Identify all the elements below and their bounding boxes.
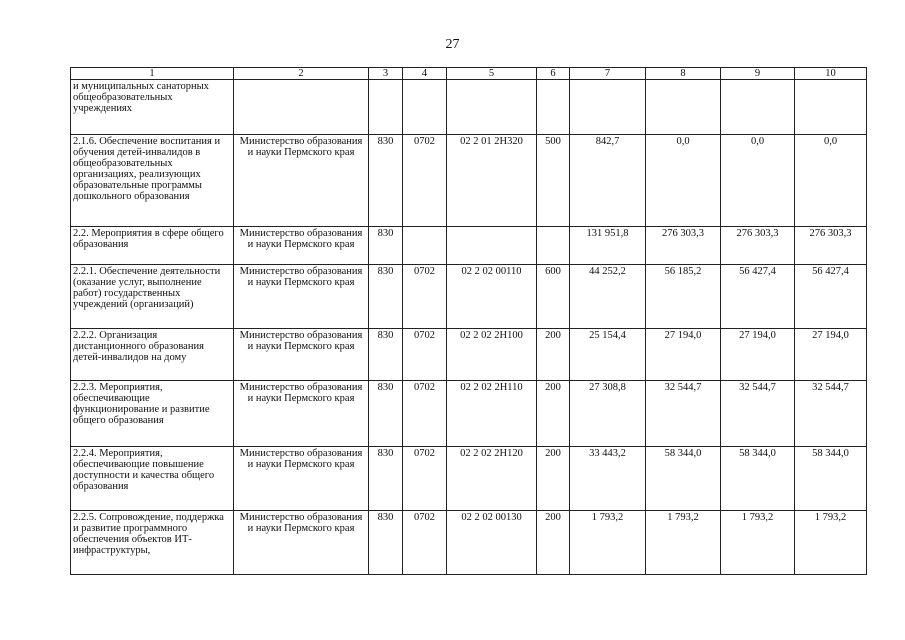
measure-name-cell: 2.2.5. Сопровождение, поддержка и развитие программного обеспечения объектов ИТ-инфраструктуры, xyxy=(71,511,234,575)
responsible-org-cell: Министерство образования и науки Пермского края xyxy=(234,265,369,329)
amount-col9-cell xyxy=(721,80,795,135)
responsible-org-cell: Министерство образования и науки Пермского края xyxy=(234,135,369,227)
column-header: 9 xyxy=(721,68,795,80)
table-row xyxy=(71,265,867,329)
column-header: 3 xyxy=(369,68,403,80)
amount-col8-cell: 0,0 xyxy=(646,135,721,227)
measure-name-cell: 2.2.2. Организация дистанционного образования детей-инвалидов на дому xyxy=(71,329,234,381)
ministry-code-cell: 830 xyxy=(369,447,403,511)
responsible-org-cell: Министерство образования и науки Пермского края xyxy=(234,329,369,381)
responsible-org-cell: Министерство образования и науки Пермского края xyxy=(234,511,369,575)
amount-col9-cell: 58 344,0 xyxy=(721,447,795,511)
column-header: 6 xyxy=(537,68,570,80)
amount-col10-cell: 27 194,0 xyxy=(795,329,867,381)
amount-col8-cell: 56 185,2 xyxy=(646,265,721,329)
expense-type-cell: 500 xyxy=(537,135,570,227)
target-article-cell: 02 2 02 2Н110 xyxy=(447,381,537,447)
amount-col9-cell: 0,0 xyxy=(721,135,795,227)
amount-col8-cell: 58 344,0 xyxy=(646,447,721,511)
amount-col10-cell: 58 344,0 xyxy=(795,447,867,511)
responsible-org-cell: Министерство образования и науки Пермского края xyxy=(234,227,369,265)
amount-col7-cell: 131 951,8 xyxy=(570,227,646,265)
table-row xyxy=(71,447,867,511)
target-article-cell: 02 2 02 2Н100 xyxy=(447,329,537,381)
column-number-row xyxy=(71,68,867,80)
section-code-cell: 0702 xyxy=(403,381,447,447)
column-header: 1 xyxy=(71,68,234,80)
amount-col8-cell: 27 194,0 xyxy=(646,329,721,381)
amount-col8-cell xyxy=(646,80,721,135)
amount-col9-cell: 276 303,3 xyxy=(721,227,795,265)
responsible-org-cell xyxy=(234,80,369,135)
table-row xyxy=(71,135,867,227)
section-code-cell: 0702 xyxy=(403,265,447,329)
responsible-org-cell: Министерство образования и науки Пермского края xyxy=(234,447,369,511)
expense-type-cell xyxy=(537,80,570,135)
measure-name-cell: 2.2.1. Обеспечение деятельности (оказание услуг, выполнение работ) государственных учреждений (организаций) xyxy=(71,265,234,329)
measure-name-cell: 2.2.3. Мероприятия, обеспечивающие функционирование и развитие общего образования xyxy=(71,381,234,447)
table-row xyxy=(71,329,867,381)
measure-name-cell: 2.2.4. Мероприятия, обеспечивающие повышение доступности и качества общего образования xyxy=(71,447,234,511)
amount-col7-cell: 44 252,2 xyxy=(570,265,646,329)
ministry-code-cell: 830 xyxy=(369,135,403,227)
measure-name-cell: и муниципальных санаторных общеобразовательных учреждениях xyxy=(71,80,234,135)
amount-col10-cell: 276 303,3 xyxy=(795,227,867,265)
section-code-cell xyxy=(403,80,447,135)
ministry-code-cell: 830 xyxy=(369,381,403,447)
amount-col10-cell xyxy=(795,80,867,135)
ministry-code-cell: 830 xyxy=(369,511,403,575)
column-header: 2 xyxy=(234,68,369,80)
amount-col8-cell: 32 544,7 xyxy=(646,381,721,447)
amount-col9-cell: 32 544,7 xyxy=(721,381,795,447)
amount-col7-cell: 1 793,2 xyxy=(570,511,646,575)
target-article-cell xyxy=(447,80,537,135)
budget-table xyxy=(70,67,867,575)
amount-col9-cell: 56 427,4 xyxy=(721,265,795,329)
table-row xyxy=(71,511,867,575)
ministry-code-cell: 830 xyxy=(369,227,403,265)
target-article-cell xyxy=(447,227,537,265)
table-row xyxy=(71,227,867,265)
column-header: 7 xyxy=(570,68,646,80)
amount-col7-cell: 842,7 xyxy=(570,135,646,227)
section-code-cell: 0702 xyxy=(403,511,447,575)
amount-col10-cell: 1 793,2 xyxy=(795,511,867,575)
amount-col9-cell: 27 194,0 xyxy=(721,329,795,381)
expense-type-cell: 200 xyxy=(537,447,570,511)
amount-col7-cell: 33 443,2 xyxy=(570,447,646,511)
amount-col10-cell: 56 427,4 xyxy=(795,265,867,329)
expense-type-cell: 600 xyxy=(537,265,570,329)
amount-col8-cell: 276 303,3 xyxy=(646,227,721,265)
section-code-cell: 0702 xyxy=(403,447,447,511)
column-header: 10 xyxy=(795,68,867,80)
ministry-code-cell: 830 xyxy=(369,265,403,329)
target-article-cell: 02 2 02 00130 xyxy=(447,511,537,575)
amount-col10-cell: 0,0 xyxy=(795,135,867,227)
amount-col9-cell: 1 793,2 xyxy=(721,511,795,575)
expense-type-cell xyxy=(537,227,570,265)
amount-col7-cell: 27 308,8 xyxy=(570,381,646,447)
section-code-cell: 0702 xyxy=(403,135,447,227)
ministry-code-cell xyxy=(369,80,403,135)
target-article-cell: 02 2 02 2Н120 xyxy=(447,447,537,511)
expense-type-cell: 200 xyxy=(537,329,570,381)
measure-name-cell: 2.1.6. Обеспечение воспитания и обучения детей-инвалидов в общеобразовательных организациях, реализующих образовательные программы дошкольного образования xyxy=(71,135,234,227)
expense-type-cell: 200 xyxy=(537,381,570,447)
measure-name-cell: 2.2. Мероприятия в сфере общего образования xyxy=(71,227,234,265)
amount-col7-cell xyxy=(570,80,646,135)
responsible-org-cell: Министерство образования и науки Пермского края xyxy=(234,381,369,447)
column-header: 4 xyxy=(403,68,447,80)
column-header: 5 xyxy=(447,68,537,80)
ministry-code-cell: 830 xyxy=(369,329,403,381)
target-article-cell: 02 2 01 2Н320 xyxy=(447,135,537,227)
expense-type-cell: 200 xyxy=(537,511,570,575)
table-row xyxy=(71,381,867,447)
section-code-cell: 0702 xyxy=(403,329,447,381)
column-header: 8 xyxy=(646,68,721,80)
amount-col8-cell: 1 793,2 xyxy=(646,511,721,575)
amount-col10-cell: 32 544,7 xyxy=(795,381,867,447)
section-code-cell xyxy=(403,227,447,265)
table-row xyxy=(71,80,867,135)
target-article-cell: 02 2 02 00110 xyxy=(447,265,537,329)
amount-col7-cell: 25 154,4 xyxy=(570,329,646,381)
page-number: 27 xyxy=(445,37,460,52)
